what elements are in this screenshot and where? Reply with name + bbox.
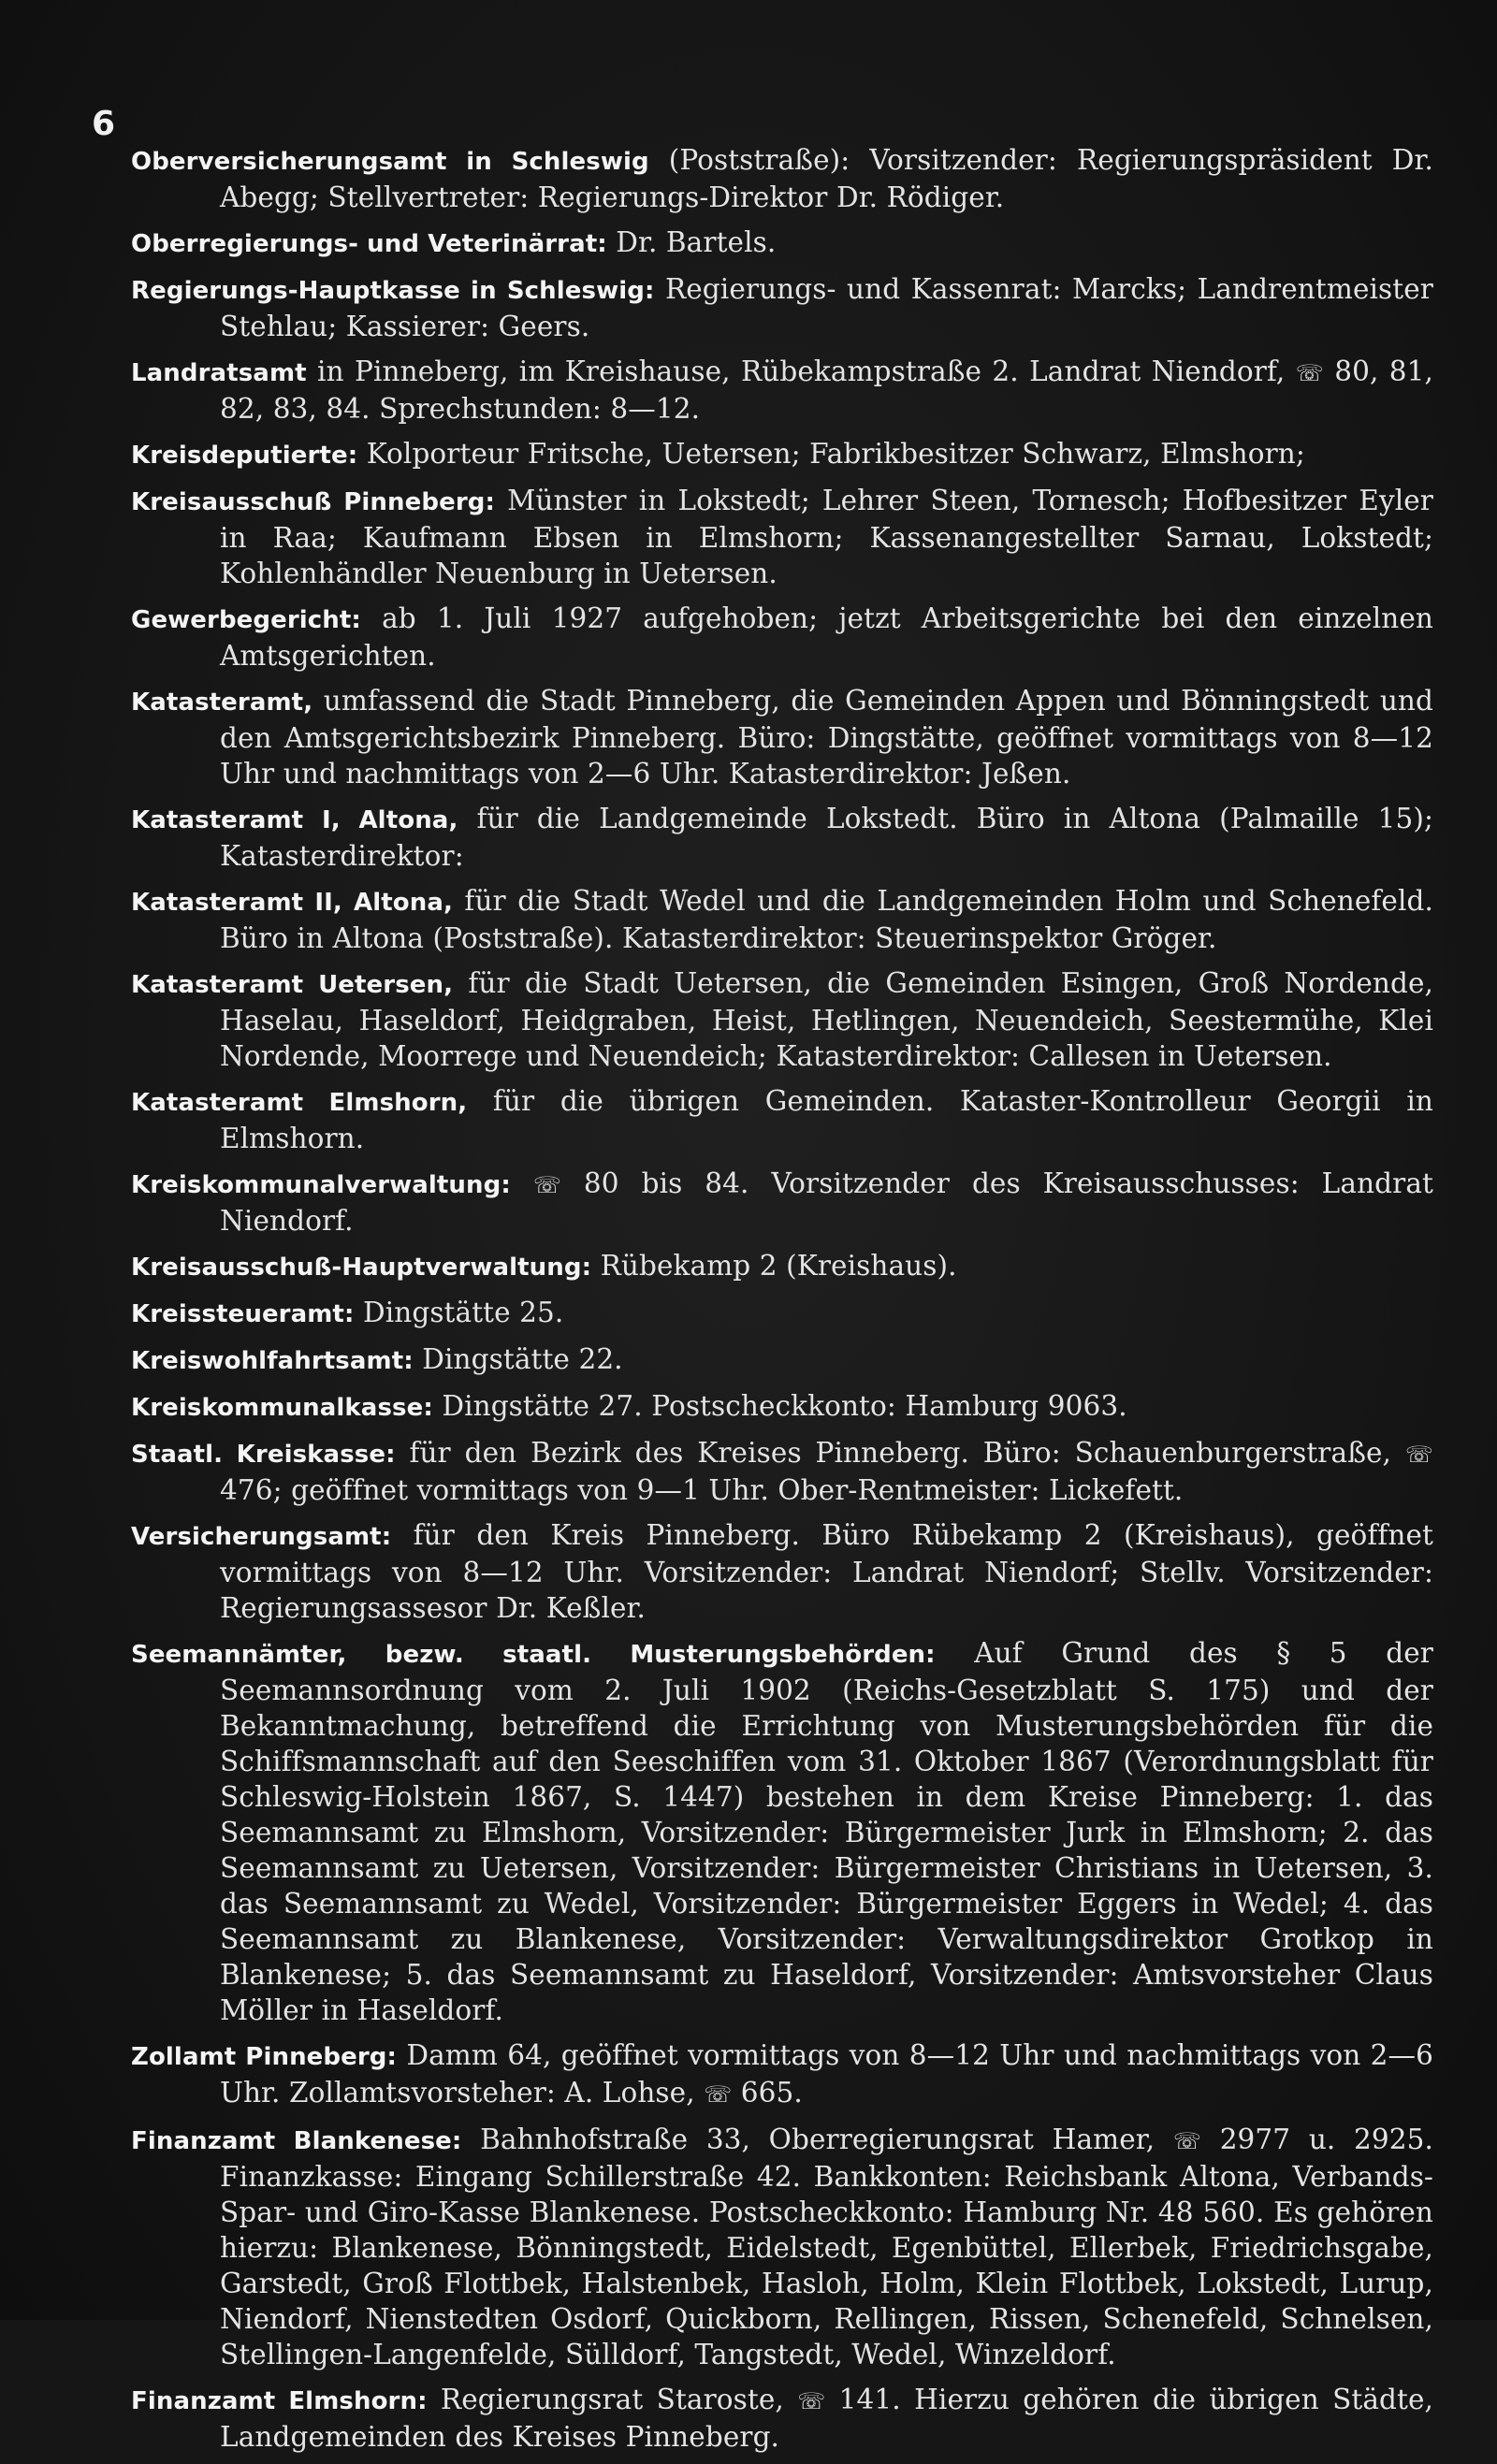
directory-entry bbox=[131, 965, 1433, 1074]
telephone-icon: ☏ bbox=[1172, 2128, 1202, 2154]
entry-text-continued: bis 84. Vorsitzender des Kreisausschusses: Landrat Niendorf. bbox=[220, 1167, 1433, 1237]
telephone-icon: ☏ bbox=[797, 2388, 826, 2414]
entry-label: Gewerbegericht: bbox=[131, 606, 361, 634]
directory-entry bbox=[131, 225, 1433, 262]
entry-text: für die Stadt Uetersen, die Gemeinden Esingen, Groß Nordende, Haselau, Haseldorf, Heidgraben, Heist, Hetlingen, Neuendeich, Seestermühe, Klei Nordende, Moorrege und Neuendeich; Katasterdirektor: Callesen in Uetersen. bbox=[220, 967, 1434, 1072]
entry-label: Katasteramt I, Altona, bbox=[131, 806, 458, 834]
entry-text: für die Stadt Wedel und die Landgemeinden Holm und Schenefeld. Büro in Altona (Poststraße). Katasterdirektor: Steuerinspektor Gröger. bbox=[220, 885, 1433, 954]
entry-text: Dingstätte 25. bbox=[362, 1297, 564, 1328]
entry-label: Landratsamt bbox=[131, 359, 307, 387]
telephone-icon: ☏ bbox=[1295, 360, 1324, 386]
phone-number: 665. bbox=[740, 2077, 803, 2109]
entry-text: Rübekamp 2 (Kreishaus). bbox=[600, 1250, 957, 1282]
entry-label: Kreissteueramt: bbox=[131, 1300, 355, 1328]
entry-label: Kreisdeputierte: bbox=[131, 442, 358, 470]
entry-text: in Pinneberg, im Kreishause, Rübekampstraße 2. Landrat Niendorf, bbox=[317, 355, 1286, 387]
directory-entry bbox=[131, 1248, 1433, 1285]
entry-label: Regierungs-Hauptkasse in Schleswig: bbox=[131, 277, 655, 305]
entry-label: Katasteramt II, Altona, bbox=[131, 889, 453, 917]
directory-entry bbox=[131, 883, 1433, 956]
entry-text: umfassend die Stadt Pinneberg, die Gemeinden Appen und Bönningstedt und den Amtsgerichtsbezirk Pinneberg. Büro: Dingstätte, geöffnet vormittags von 8—12 Uhr und nachmittags von 2—6 Uhr. Katasterdirektor: Jeßen. bbox=[220, 685, 1434, 790]
directory-entry bbox=[131, 1388, 1433, 1426]
page-number: 6 bbox=[92, 105, 116, 143]
entry-text: für die Landgemeinde Lokstedt. Büro in Altona (Palmaille 15); Katasterdirektor: bbox=[220, 803, 1433, 872]
entry-text: (Poststraße): Vorsitzender: Regierungspräsident Dr. Abegg; Stellvertreter: Regierungs-Direktor Dr. Rödiger. bbox=[220, 144, 1433, 213]
directory-entry bbox=[131, 601, 1433, 674]
phone-number: 80, 81, 82, 83, 84. bbox=[220, 355, 1433, 425]
directory-entry bbox=[131, 142, 1433, 215]
entry-text: Münster in Lokstedt; Lehrer Steen, Tornesch; Hofbesitzer Eyler in Raa; Kaufmann Ebsen in Elmshorn; Kassenangestellter Sarnau, Lokstedt; Kohlenhändler Neuenburg in Uetersen. bbox=[220, 485, 1434, 589]
entry-label: Oberregierungs- und Veterinärrat: bbox=[131, 230, 607, 258]
directory-entry bbox=[131, 436, 1433, 473]
telephone-icon: ☏ bbox=[532, 1172, 561, 1198]
entry-text: Kolporteur Fritsche, Uetersen; Fabrikbesitzer Schwarz, Elmshorn; bbox=[366, 438, 1305, 470]
directory-entry bbox=[131, 2122, 1433, 2372]
directory-entry bbox=[131, 1517, 1433, 1626]
entry-text: Bahnhofstraße 33, Oberregierungsrat Hamer, bbox=[480, 2123, 1155, 2155]
entry-label: Finanzamt Elmshorn: bbox=[131, 2387, 428, 2415]
entry-text: für den Bezirk des Kreises Pinneberg. Büro: Schauenburgerstraße, bbox=[409, 1437, 1392, 1469]
directory-entry bbox=[131, 483, 1433, 591]
entry-text: für den Kreis Pinneberg. Büro Rübekamp 2 (Kreishaus), geöffnet vormittags von 8—12 Uhr. Vorsitzender: Landrat Niendorf; Stellv. Vorsitzender: Regierungsassesor Dr. Keßler. bbox=[220, 1519, 1434, 1624]
directory-entry bbox=[131, 1166, 1433, 1239]
entry-label: Zollamt Pinneberg: bbox=[131, 2043, 397, 2071]
entry-label: Katasteramt Elmshorn, bbox=[131, 1089, 468, 1117]
phone-number: 476; bbox=[220, 1474, 283, 1506]
entry-text: Regierungsrat Staroste, bbox=[440, 2384, 784, 2415]
directory-entry bbox=[131, 1635, 1433, 2028]
entry-label: Seemannämter, bezw. staatl. Musterungsbehörden: bbox=[131, 1641, 936, 1669]
directory-entry bbox=[131, 683, 1433, 791]
directory-entry bbox=[131, 1341, 1433, 1379]
entry-text: Damm 64, geöffnet vormittags von 8—12 Uhr und nachmittags von 2—6 Uhr. Zollamtsvorsteher: A. Lohse, bbox=[220, 2039, 1433, 2109]
directory-entry bbox=[131, 271, 1433, 344]
entry-text: Dr. Bartels. bbox=[616, 226, 777, 258]
entry-text-continued: geöffnet vormittags von 9—1 Uhr. Ober-Rentmeister: Lickefett. bbox=[291, 1474, 1184, 1506]
entry-label: Katasteramt, bbox=[131, 688, 313, 717]
entry-label: Versicherungsamt: bbox=[131, 1523, 392, 1551]
entry-label: Kreisausschuß Pinneberg: bbox=[131, 488, 495, 516]
directory-entry bbox=[131, 801, 1433, 874]
entry-text: ab 1. Juli 1927 aufgehoben; jetzt Arbeitsgerichte bei den einzelnen Amtsgerichten. bbox=[220, 602, 1433, 672]
directory-entry bbox=[131, 1435, 1433, 1508]
entry-label: Kreiswohlfahrtsamt: bbox=[131, 1347, 414, 1375]
telephone-icon: ☏ bbox=[704, 2081, 733, 2108]
directory-entry bbox=[131, 2037, 1433, 2112]
entry-label: Kreiskommunalkasse: bbox=[131, 1394, 433, 1422]
entry-label: Katasteramt Uetersen, bbox=[131, 971, 454, 999]
entry-text: Auf Grund des § 5 der Seemannsordnung vom 2. Juli 1902 (Reichs-Gesetzblatt S. 175) und der Bekanntmachung, betreffend die Errichtung von Musterungsbehörden für die Schiffsmannschaft auf den Seeschiffen vom 31. Oktober 1867 (Verordnungsblatt für Schleswig-Holstein 1867, S. 1447) bestehen in dem Kreise Pinneberg: 1. das Seemannsamt zu Elmshorn, Vorsitzender: Bürgermeister Jurk in Elmshorn; 2. das Seemannsamt zu Uetersen, Vorsitzender: Bürgermeister Christians in Uetersen, 3. das Seemannsamt zu Wedel, Vorsitzender: Bürgermeister Eggers in Wedel; 4. das Seemannsamt zu Blankenese, Vorsitzender: Verwaltungsdirektor Grotkop in Blankenese; 5. das Seemannsamt zu Haseldorf, Vorsitzender: Amtsvorsteher Claus Möller in Haseldorf. bbox=[220, 1637, 1433, 2026]
phone-number: 2977 bbox=[1219, 2123, 1291, 2155]
entry-label: Kreiskommunalverwaltung: bbox=[131, 1171, 511, 1199]
directory-listing bbox=[131, 142, 1433, 2464]
directory-entry bbox=[131, 1295, 1433, 1332]
entry-text-continued: u. 2925. Finanzkasse: Eingang Schillerstraße 42. Bankkonten: Reichsbank Altona, Verbands-Spar- und Giro-Kasse Blankenese. Postscheckkonto: Hamburg Nr. 48 560. Es gehören hierzu: Blankenese, Bönningstedt, Eidelstedt, Egenbüttel, Ellerbek, Friedrichsgabe, Garstedt, Groß Flottbek, Halstenbek, Hasloh, Holm, Klein Flottbek, Lokstedt, Lurup, Niendorf, Nienstedten Osdorf, Quickborn, Rellingen, Rissen, Schenefeld, Schnelsen, Stellingen-Langenfelde, Sülldorf, Tangstedt, Wedel, Winzeldorf. bbox=[220, 2123, 1434, 2370]
entry-label: Kreisausschuß-Hauptverwaltung: bbox=[131, 1254, 592, 1282]
telephone-icon: ☏ bbox=[1404, 1442, 1434, 1468]
entry-text-continued: Sprechstunden: 8—12. bbox=[379, 393, 701, 425]
entry-label: Oberversicherungsamt in Schleswig bbox=[131, 148, 649, 176]
directory-entry bbox=[131, 354, 1433, 427]
phone-number: 141. bbox=[838, 2384, 901, 2415]
phone-number: 80 bbox=[583, 1167, 619, 1199]
entry-text: Dingstätte 22. bbox=[422, 1343, 623, 1375]
directory-entry bbox=[131, 2382, 1433, 2455]
entry-text-continued: Hierzu gehören die übrigen Städte, Landgemeinden des Kreises Pinneberg. bbox=[220, 2384, 1434, 2453]
entry-text: Dingstätte 27. Postscheckkonto: Hamburg 9063. bbox=[442, 1390, 1127, 1422]
entry-text: Regierungs- und Kassenrat: Marcks; Landrentmeister Stehlau; Kassierer: Geers. bbox=[220, 273, 1433, 342]
entry-label: Staatl. Kreiskasse: bbox=[131, 1441, 396, 1469]
entry-text: für die übrigen Gemeinden. Kataster-Kontrolleur Georgii in Elmshorn. bbox=[220, 1085, 1433, 1154]
directory-entry bbox=[131, 1083, 1433, 1156]
entry-label: Finanzamt Blankenese: bbox=[131, 2127, 462, 2155]
